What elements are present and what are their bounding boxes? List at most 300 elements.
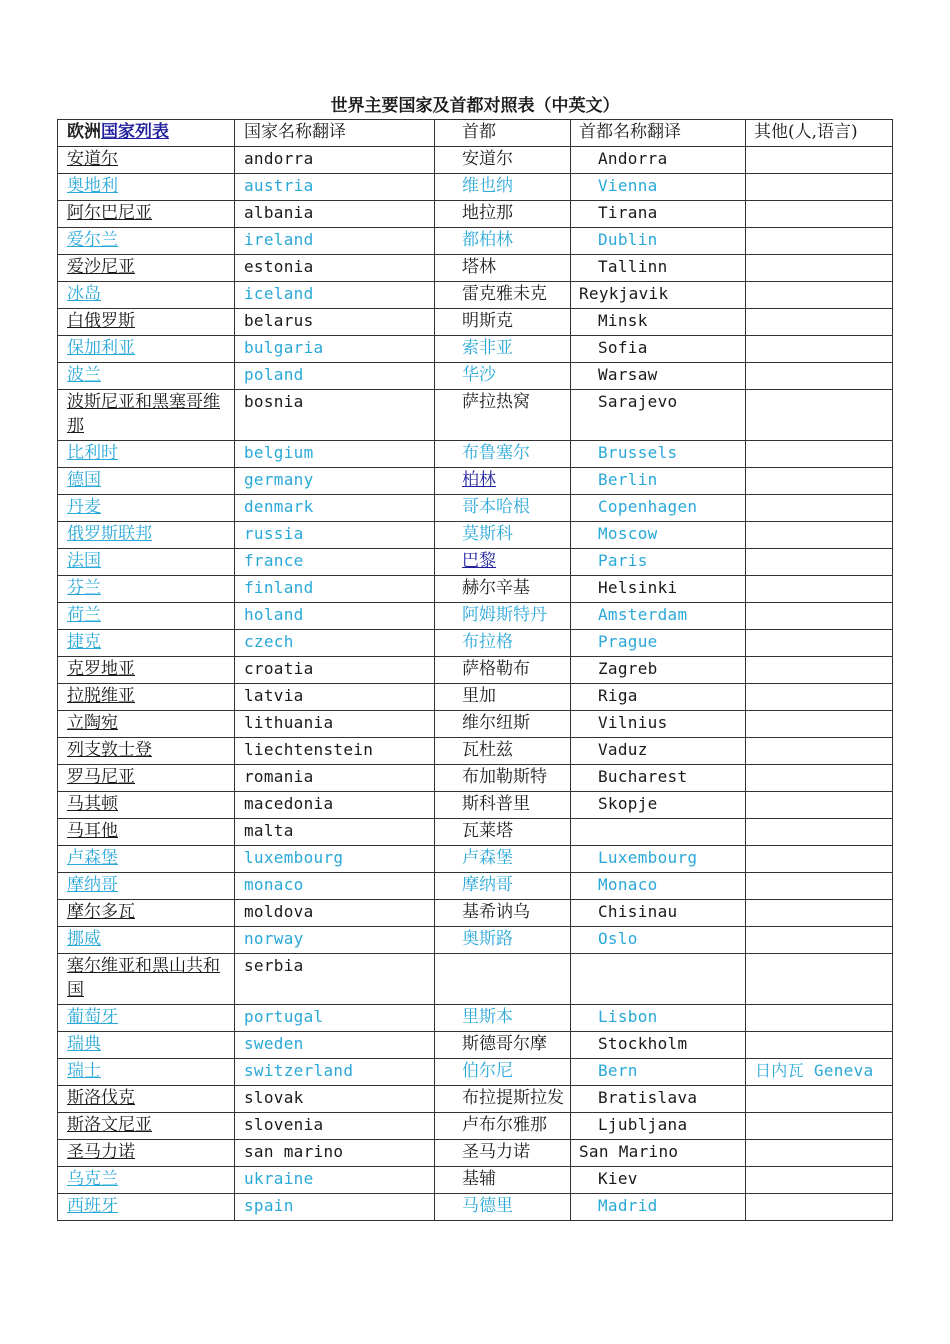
capital-cn-text[interactable]: 巴黎 (462, 551, 496, 571)
capital-cn-text: 哥本哈根 (462, 497, 530, 517)
table-row (58, 900, 893, 927)
country-en-cell: belgium (235, 441, 435, 468)
capital-cn-cell (435, 390, 571, 441)
country-en-cell: spain (235, 1194, 435, 1221)
country-cn-link[interactable]: 波兰 (67, 365, 101, 385)
capital-cn-text: 华沙 (462, 365, 496, 385)
capital-en-cell: Skopje (571, 792, 746, 819)
other-cell (746, 792, 893, 819)
capital-cn-cell (435, 1086, 571, 1113)
capital-cn-cell (435, 711, 571, 738)
other-cell (746, 1086, 893, 1113)
capital-cn-text: 瓦杜兹 (462, 740, 513, 760)
table-row (58, 390, 893, 441)
country-en-cell: russia (235, 522, 435, 549)
capital-cn-text: 卢森堡 (462, 848, 513, 868)
other-cell (746, 522, 893, 549)
table-row (58, 336, 893, 363)
capital-cn-cell (435, 228, 571, 255)
table-row (58, 846, 893, 873)
country-en-cell: switzerland (235, 1059, 435, 1086)
table-row (58, 576, 893, 603)
country-cn-link[interactable]: 爱尔兰 (67, 230, 118, 250)
capital-en-cell: Ljubljana (571, 1113, 746, 1140)
capital-en-cell: Chisinau (571, 900, 746, 927)
country-en-cell: serbia (235, 954, 435, 1005)
capital-cn-text: 基辅 (462, 1169, 496, 1189)
country-cn-link[interactable]: 罗马尼亚 (67, 767, 135, 787)
country-cn-link[interactable]: 马其顿 (67, 794, 118, 814)
country-en-cell: albania (235, 201, 435, 228)
capital-cn-cell (435, 819, 571, 846)
capital-cn-cell (435, 738, 571, 765)
capital-cn-cell (435, 336, 571, 363)
capital-cn-cell (435, 255, 571, 282)
country-cn-cell (58, 309, 235, 336)
other-cell (746, 900, 893, 927)
capital-cn-text[interactable]: 柏林 (462, 470, 496, 490)
country-cn-link[interactable]: 阿尔巴尼亚 (67, 203, 152, 223)
country-cn-link[interactable]: 挪威 (67, 929, 101, 949)
country-en-cell: malta (235, 819, 435, 846)
country-cn-link[interactable]: 法国 (67, 551, 101, 571)
other-cell (746, 954, 893, 1005)
capital-cn-text: 萨拉热窝 (462, 392, 530, 412)
country-cn-link[interactable]: 塞尔维亚和黑山共和国 (67, 956, 220, 1000)
capital-cn-text: 斯科普里 (462, 794, 530, 814)
other-cell (746, 309, 893, 336)
capital-cn-cell (435, 1032, 571, 1059)
capital-cn-cell (435, 147, 571, 174)
other-cell (746, 873, 893, 900)
capital-en-cell: Sarajevo (571, 390, 746, 441)
country-cn-link[interactable]: 捷克 (67, 632, 101, 652)
country-cn-link[interactable]: 比利时 (67, 443, 118, 463)
capital-en-cell: Minsk (571, 309, 746, 336)
capital-cn-text: 安道尔 (462, 149, 513, 169)
country-cn-link[interactable]: 马耳他 (67, 821, 118, 841)
country-cn-cell (58, 495, 235, 522)
capital-cn-text: 里加 (462, 686, 496, 706)
capital-cn-cell (435, 954, 571, 1005)
country-cn-cell (58, 549, 235, 576)
page-title: 世界主要国家及首都对照表（中英文） (330, 96, 620, 116)
capital-cn-cell (435, 363, 571, 390)
country-cn-cell (58, 684, 235, 711)
country-cn-link[interactable]: 西班牙 (67, 1196, 118, 1216)
country-en-cell: norway (235, 927, 435, 954)
capital-en-cell: Tallinn (571, 255, 746, 282)
country-en-cell: holand (235, 603, 435, 630)
capital-en-cell: Paris (571, 549, 746, 576)
capital-cn-cell (435, 900, 571, 927)
table-row (58, 630, 893, 657)
capital-cn-text: 索非亚 (462, 338, 513, 358)
country-en-cell: portugal (235, 1005, 435, 1032)
country-en-cell: ireland (235, 228, 435, 255)
table-row (58, 174, 893, 201)
other-cell (746, 549, 893, 576)
capital-cn-text: 赫尔辛基 (462, 578, 530, 598)
table-row (58, 873, 893, 900)
country-en-cell: bulgaria (235, 336, 435, 363)
table-row (58, 255, 893, 282)
capital-en-cell: Prague (571, 630, 746, 657)
country-cn-link[interactable]: 克罗地亚 (67, 659, 135, 679)
table-row (58, 819, 893, 846)
country-cn-cell (58, 738, 235, 765)
country-list-link[interactable]: 国家列表 (101, 122, 169, 142)
capital-cn-cell (435, 1140, 571, 1167)
country-cn-cell (58, 576, 235, 603)
country-cn-cell (58, 441, 235, 468)
country-cn-link[interactable]: 卢森堡 (67, 848, 118, 868)
country-cn-link[interactable]: 白俄罗斯 (67, 311, 135, 331)
other-cell (746, 927, 893, 954)
table-row (58, 228, 893, 255)
capital-en-cell: Brussels (571, 441, 746, 468)
capital-cn-cell (435, 201, 571, 228)
country-cn-cell (58, 846, 235, 873)
capital-en-cell: Oslo (571, 927, 746, 954)
capital-cn-cell (435, 495, 571, 522)
table-row (58, 1167, 893, 1194)
country-cn-cell (58, 630, 235, 657)
table-row (58, 309, 893, 336)
capital-cn-text: 萨格勒布 (462, 659, 530, 679)
country-cn-cell (58, 201, 235, 228)
table-row (58, 765, 893, 792)
country-cn-cell (58, 603, 235, 630)
country-cn-link[interactable]: 波斯尼亚和黑塞哥维那 (67, 392, 220, 436)
country-cn-cell (58, 336, 235, 363)
other-cell (746, 255, 893, 282)
country-cn-cell (58, 711, 235, 738)
country-cn-cell (58, 819, 235, 846)
country-en-cell: andorra (235, 147, 435, 174)
other-cell (746, 1194, 893, 1221)
country-en-cell: luxembourg (235, 846, 435, 873)
capital-cn-text: 里斯本 (462, 1007, 513, 1027)
other-cell (746, 1113, 893, 1140)
capital-cn-text: 维也纳 (462, 176, 513, 196)
capital-en-cell: Riga (571, 684, 746, 711)
capital-cn-cell (435, 684, 571, 711)
other-cell (746, 630, 893, 657)
country-cn-cell (58, 1167, 235, 1194)
country-cn-cell (58, 282, 235, 309)
capital-cn-cell (435, 1059, 571, 1086)
capital-en-cell: Lisbon (571, 1005, 746, 1032)
capital-cn-cell (435, 1113, 571, 1140)
country-cn-link[interactable]: 荷兰 (67, 605, 101, 625)
table-row (58, 282, 893, 309)
table-row (58, 792, 893, 819)
country-cn-link[interactable]: 摩纳哥 (67, 875, 118, 895)
country-cn-cell (58, 1059, 235, 1086)
header-other: 其他(人,语言) (746, 120, 893, 147)
country-cn-cell (58, 1194, 235, 1221)
capital-en-cell: Zagreb (571, 657, 746, 684)
country-cn-cell (58, 927, 235, 954)
country-cn-link[interactable]: 俄罗斯联邦 (67, 524, 152, 544)
capital-en-cell: Madrid (571, 1194, 746, 1221)
capital-en-cell: Stockholm (571, 1032, 746, 1059)
country-cn-link[interactable]: 葡萄牙 (67, 1007, 118, 1027)
capital-en-cell: Amsterdam (571, 603, 746, 630)
other-cell (746, 495, 893, 522)
country-cn-cell (58, 147, 235, 174)
capital-en-cell (571, 954, 746, 1005)
capital-cn-cell (435, 522, 571, 549)
country-en-cell: czech (235, 630, 435, 657)
table-row (58, 147, 893, 174)
capital-en-cell (571, 819, 746, 846)
other-cell (746, 201, 893, 228)
capital-cn-text: 斯德哥尔摩 (462, 1034, 547, 1054)
other-cell (746, 1167, 893, 1194)
capital-en-cell: Tirana (571, 201, 746, 228)
capital-cn-cell (435, 576, 571, 603)
table-row (58, 468, 893, 495)
country-en-cell: latvia (235, 684, 435, 711)
table-row (58, 657, 893, 684)
other-cell (746, 765, 893, 792)
table-row (58, 495, 893, 522)
capital-en-cell: Vilnius (571, 711, 746, 738)
country-en-cell: austria (235, 174, 435, 201)
table-row (58, 441, 893, 468)
country-cn-cell (58, 363, 235, 390)
capital-en-cell: Bucharest (571, 765, 746, 792)
capital-cn-text: 基希讷乌 (462, 902, 530, 922)
other-cell (746, 738, 893, 765)
capital-cn-cell (435, 792, 571, 819)
capital-en-cell: Kiev (571, 1167, 746, 1194)
country-en-cell: poland (235, 363, 435, 390)
country-cn-link[interactable]: 立陶宛 (67, 713, 118, 733)
country-en-cell: france (235, 549, 435, 576)
country-cn-link[interactable]: 冰岛 (67, 284, 101, 304)
capital-cn-text: 布加勒斯特 (462, 767, 547, 787)
country-en-cell: sweden (235, 1032, 435, 1059)
header-country-translation: 国家名称翻译 (235, 120, 435, 147)
other-cell (746, 603, 893, 630)
other-cell (746, 576, 893, 603)
country-cn-cell (58, 390, 235, 441)
country-cn-link[interactable]: 斯洛伐克 (67, 1088, 135, 1108)
capital-en-cell: Luxembourg (571, 846, 746, 873)
country-en-cell: slovenia (235, 1113, 435, 1140)
table-row (58, 927, 893, 954)
capital-cn-cell (435, 1005, 571, 1032)
country-cn-link[interactable]: 瑞典 (67, 1034, 101, 1054)
capital-cn-text: 卢布尔雅那 (462, 1115, 547, 1135)
capital-en-cell: Berlin (571, 468, 746, 495)
country-cn-link[interactable]: 圣马力诺 (67, 1142, 135, 1162)
capital-cn-cell (435, 603, 571, 630)
country-cn-link[interactable]: 芬兰 (67, 578, 101, 598)
country-en-cell: estonia (235, 255, 435, 282)
capital-cn-text: 奥斯路 (462, 929, 513, 949)
country-cn-link[interactable]: 拉脱维亚 (67, 686, 135, 706)
capital-cn-text: 圣马力诺 (462, 1142, 530, 1162)
other-cell (746, 228, 893, 255)
header-region-label: 欧洲 (67, 122, 101, 142)
capital-cn-text: 维尔纽斯 (462, 713, 530, 733)
country-en-cell: monaco (235, 873, 435, 900)
capital-en-cell: Sofia (571, 336, 746, 363)
other-cell (746, 174, 893, 201)
country-en-cell: iceland (235, 282, 435, 309)
table-row (58, 1086, 893, 1113)
capital-en-cell: Monaco (571, 873, 746, 900)
country-cn-link[interactable]: 安道尔 (67, 149, 118, 169)
capital-cn-text: 布拉提斯拉发 (462, 1088, 564, 1108)
other-cell (746, 468, 893, 495)
other-cell (746, 390, 893, 441)
table-row (58, 1140, 893, 1167)
capital-cn-cell (435, 174, 571, 201)
capital-cn-cell (435, 765, 571, 792)
table-row (58, 684, 893, 711)
country-cn-link[interactable]: 斯洛文尼亚 (67, 1115, 152, 1135)
header-capital-translation: 首都名称翻译 (571, 120, 746, 147)
other-cell (746, 147, 893, 174)
country-en-cell: denmark (235, 495, 435, 522)
capital-cn-text: 布鲁塞尔 (462, 443, 530, 463)
other-cell: 日内瓦 Geneva (746, 1059, 893, 1086)
capital-en-cell: Reykjavik (571, 282, 746, 309)
capital-cn-cell (435, 441, 571, 468)
capital-en-cell: Dublin (571, 228, 746, 255)
table-row (58, 1059, 893, 1086)
other-cell (746, 711, 893, 738)
header-country (58, 120, 235, 147)
country-cn-cell (58, 468, 235, 495)
country-cn-cell (58, 1086, 235, 1113)
capital-cn-text: 布拉格 (462, 632, 513, 652)
table-row (58, 522, 893, 549)
capital-cn-cell (435, 927, 571, 954)
capital-cn-text: 都柏林 (462, 230, 513, 250)
other-cell (746, 819, 893, 846)
table-row (58, 603, 893, 630)
country-cn-link[interactable]: 列支敦士登 (67, 740, 152, 760)
capital-cn-cell (435, 873, 571, 900)
country-cn-link[interactable]: 保加利亚 (67, 338, 135, 358)
other-cell (746, 363, 893, 390)
capital-en-cell: Vienna (571, 174, 746, 201)
capital-en-cell: Bratislava (571, 1086, 746, 1113)
capital-cn-cell (435, 657, 571, 684)
other-cell (746, 1005, 893, 1032)
country-en-cell: germany (235, 468, 435, 495)
country-cn-cell (58, 1032, 235, 1059)
country-en-cell: liechtenstein (235, 738, 435, 765)
country-cn-cell (58, 657, 235, 684)
capital-cn-text: 塔林 (462, 257, 496, 277)
country-cn-link[interactable]: 爱沙尼亚 (67, 257, 135, 277)
capital-cn-cell (435, 630, 571, 657)
country-capital-table (57, 119, 893, 1221)
country-cn-link[interactable]: 摩尔多瓦 (67, 902, 135, 922)
other-cell (746, 684, 893, 711)
capital-en-cell: Bern (571, 1059, 746, 1086)
country-cn-cell (58, 954, 235, 1005)
header-capital: 首都 (435, 120, 571, 147)
country-en-cell: macedonia (235, 792, 435, 819)
country-cn-cell (58, 228, 235, 255)
capital-en-cell: Vaduz (571, 738, 746, 765)
country-cn-link[interactable]: 瑞士 (67, 1061, 101, 1081)
capital-cn-text: 摩纳哥 (462, 875, 513, 895)
country-cn-link[interactable]: 奥地利 (67, 176, 118, 196)
capital-cn-cell (435, 549, 571, 576)
country-cn-cell (58, 792, 235, 819)
country-cn-cell (58, 174, 235, 201)
table-row (58, 549, 893, 576)
other-cell (746, 846, 893, 873)
capital-cn-text: 雷克雅未克 (462, 284, 547, 304)
country-en-cell: san marino (235, 1140, 435, 1167)
capital-cn-cell (435, 846, 571, 873)
capital-cn-text: 阿姆斯特丹 (462, 605, 547, 625)
country-cn-link[interactable]: 德国 (67, 470, 101, 490)
country-en-cell: croatia (235, 657, 435, 684)
country-cn-cell (58, 873, 235, 900)
country-en-cell: finland (235, 576, 435, 603)
other-cell (746, 441, 893, 468)
country-cn-cell (58, 255, 235, 282)
capital-cn-cell (435, 1194, 571, 1221)
capital-cn-text: 瓦莱塔 (462, 821, 513, 841)
country-cn-cell (58, 1140, 235, 1167)
capital-cn-cell (435, 309, 571, 336)
country-cn-link[interactable]: 丹麦 (67, 497, 101, 517)
capital-cn-text: 马德里 (462, 1196, 513, 1216)
capital-cn-text: 莫斯科 (462, 524, 513, 544)
country-cn-cell (58, 900, 235, 927)
table-row (58, 1113, 893, 1140)
country-cn-cell (58, 1113, 235, 1140)
capital-cn-text: 伯尔尼 (462, 1061, 513, 1081)
other-cell (746, 1140, 893, 1167)
country-en-cell: belarus (235, 309, 435, 336)
capital-cn-text: 地拉那 (462, 203, 513, 223)
capital-en-cell: Moscow (571, 522, 746, 549)
capital-en-cell: Copenhagen (571, 495, 746, 522)
other-cell (746, 336, 893, 363)
capital-en-cell: Helsinki (571, 576, 746, 603)
country-cn-cell (58, 1005, 235, 1032)
table-row (58, 201, 893, 228)
capital-en-cell: San Marino (571, 1140, 746, 1167)
country-en-cell: romania (235, 765, 435, 792)
country-en-cell: lithuania (235, 711, 435, 738)
capital-cn-cell (435, 468, 571, 495)
capital-cn-cell (435, 1167, 571, 1194)
other-cell (746, 1032, 893, 1059)
country-cn-cell (58, 765, 235, 792)
table-row (58, 1005, 893, 1032)
country-cn-link[interactable]: 乌克兰 (67, 1169, 118, 1189)
other-cell (746, 282, 893, 309)
capital-cn-cell (435, 282, 571, 309)
table-row (58, 1032, 893, 1059)
table-row (58, 363, 893, 390)
capital-en-cell: Andorra (571, 147, 746, 174)
